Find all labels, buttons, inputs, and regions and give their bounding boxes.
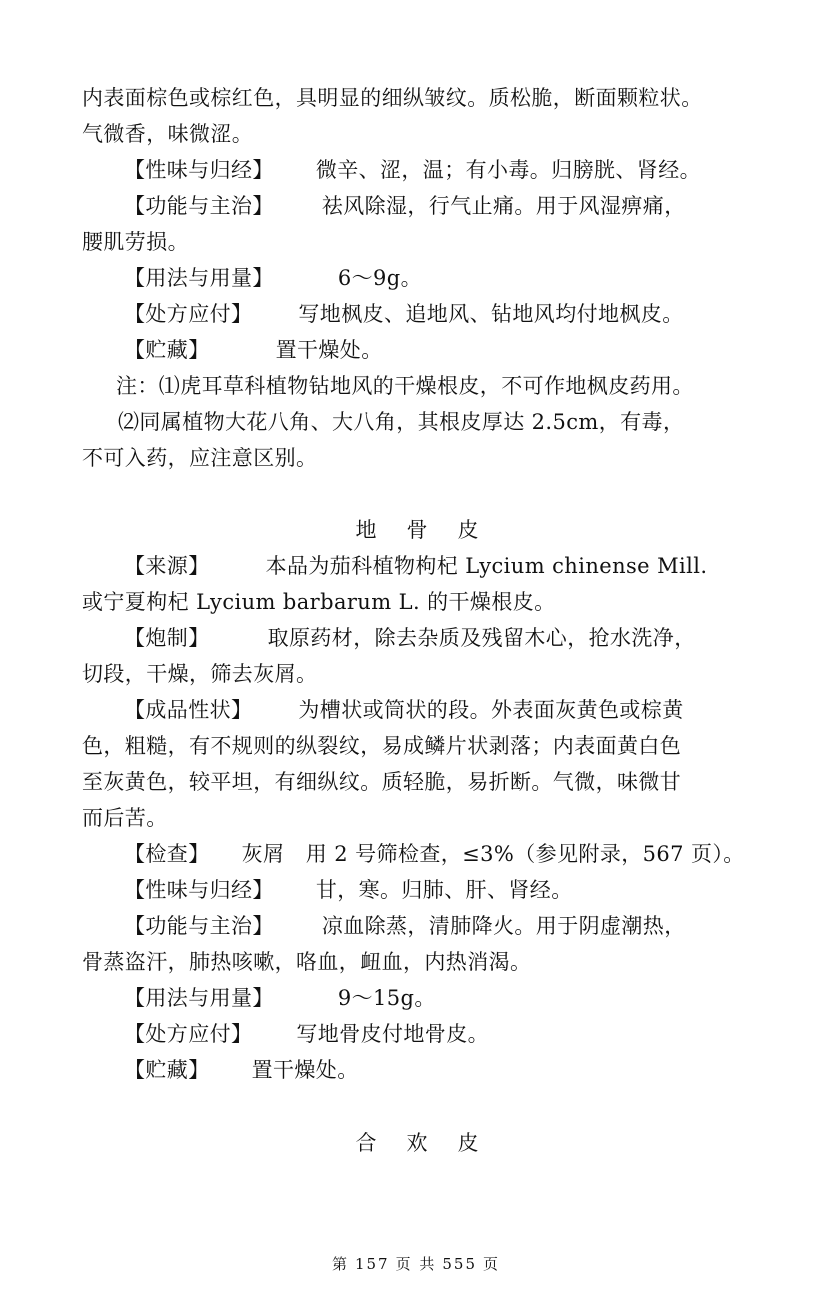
entry-dosage: [82, 980, 752, 1016]
field-value: 微辛、涩，温；有小毒。归膀胱、肾经。: [315, 158, 702, 182]
entry-function: [82, 908, 752, 944]
note-line: 注：⑴虎耳草科植物钻地风的干燥根皮，不可作地枫皮药用。: [116, 374, 694, 398]
entry-prescription: [82, 296, 752, 332]
field-label: 【用法与用量】: [124, 986, 274, 1010]
text-line: 骨蒸盗汗，肺热咳嗽，咯血，衄血，内热消渴。: [82, 950, 532, 974]
text-line: 切段，干燥，筛去灰屑。: [82, 662, 318, 686]
footer-suffix: 页: [483, 1255, 501, 1273]
text-line: 内表面棕色或棕红色，具明显的细纵皱纹。质松脆，断面颗粒状。: [82, 86, 703, 110]
field-value: 取原药材，除去杂质及残留木心，抢水洗净，: [267, 626, 696, 650]
note-line: ⑵同属植物大花八角、大八角，其根皮厚达 2.5cm，有毒，: [118, 410, 685, 434]
field-value: 9～15g。: [337, 986, 436, 1010]
entry-storage: [82, 332, 752, 368]
page-total: 555: [442, 1255, 478, 1273]
page-footer: [0, 1254, 832, 1274]
text-line: 色，粗糙，有不规则的纵裂纹，易成鳞片状剥落；内表面黄白色: [82, 734, 682, 758]
section-title: 地骨皮: [355, 518, 509, 542]
field-label: 【炮制】: [124, 626, 210, 650]
field-label: 【贮藏】: [124, 1058, 210, 1082]
entry-processing: [82, 620, 752, 656]
field-value: 写地骨皮付地骨皮。: [296, 1022, 490, 1046]
field-label: 【功能与主治】: [124, 194, 274, 218]
footer-mid: 页 共: [395, 1255, 437, 1273]
text-line: 气微香，味微涩。: [82, 122, 254, 146]
entry-function: [82, 188, 752, 224]
field-label: 【性味与归经】: [124, 878, 274, 902]
document-body: [82, 80, 752, 1161]
field-label: 【处方应付】: [124, 302, 253, 326]
page-number: 157: [354, 1255, 390, 1273]
entry-dosage: [82, 260, 752, 296]
field-label: 【贮藏】: [124, 338, 210, 362]
entry-prescription: [82, 1016, 752, 1052]
field-label: 【性味与归经】: [124, 158, 274, 182]
field-value: 甘，寒。归肺、肝、肾经。: [315, 878, 573, 902]
footer-prefix: 第: [331, 1255, 349, 1273]
entry-source: [82, 548, 752, 584]
field-label: 【来源】: [124, 554, 210, 578]
field-value: 6～9g。: [337, 266, 422, 290]
field-value: 祛风除湿，行气止痛。用于风湿痹痛，: [321, 194, 686, 218]
field-label: 【功能与主治】: [124, 914, 274, 938]
entry-flavor: [82, 152, 752, 188]
field-value: 置干燥处。: [251, 1058, 359, 1082]
field-value: 本品为茄科植物枸杞 Lycium chinense Mill.: [265, 554, 708, 578]
text-line: 或宁夏枸杞 Lycium barbarum L. 的干燥根皮。: [82, 590, 556, 614]
field-value: 为槽状或筒状的段。外表面灰黄色或棕黄: [298, 698, 684, 722]
text-line: 腰肌劳损。: [82, 230, 189, 254]
entry-appearance: [82, 692, 752, 728]
field-label: 【处方应付】: [124, 1022, 253, 1046]
entry-flavor: [82, 872, 752, 908]
field-value: 置干燥处。: [275, 338, 383, 362]
entry-storage: [82, 1052, 752, 1088]
field-value: 灰屑 用 2 号筛检查，≤3%（参见附录，567 页）。: [241, 842, 745, 866]
section-title: 合欢皮: [355, 1131, 509, 1155]
text-line: 而后苦。: [82, 806, 168, 830]
text-line: 至灰黄色，较平坦，有细纵纹。质轻脆，易折断。气微，味微甘: [82, 770, 682, 794]
field-value: 写地枫皮、追地风、钻地风均付地枫皮。: [298, 302, 684, 326]
entry-inspection: [82, 836, 752, 872]
field-label: 【成品性状】: [124, 698, 253, 722]
field-label: 【检查】: [124, 842, 210, 866]
field-label: 【用法与用量】: [124, 266, 274, 290]
text-line: 不可入药，应注意区别。: [82, 446, 318, 470]
field-value: 凉血除蒸，清肺降火。用于阴虚潮热，: [321, 914, 686, 938]
